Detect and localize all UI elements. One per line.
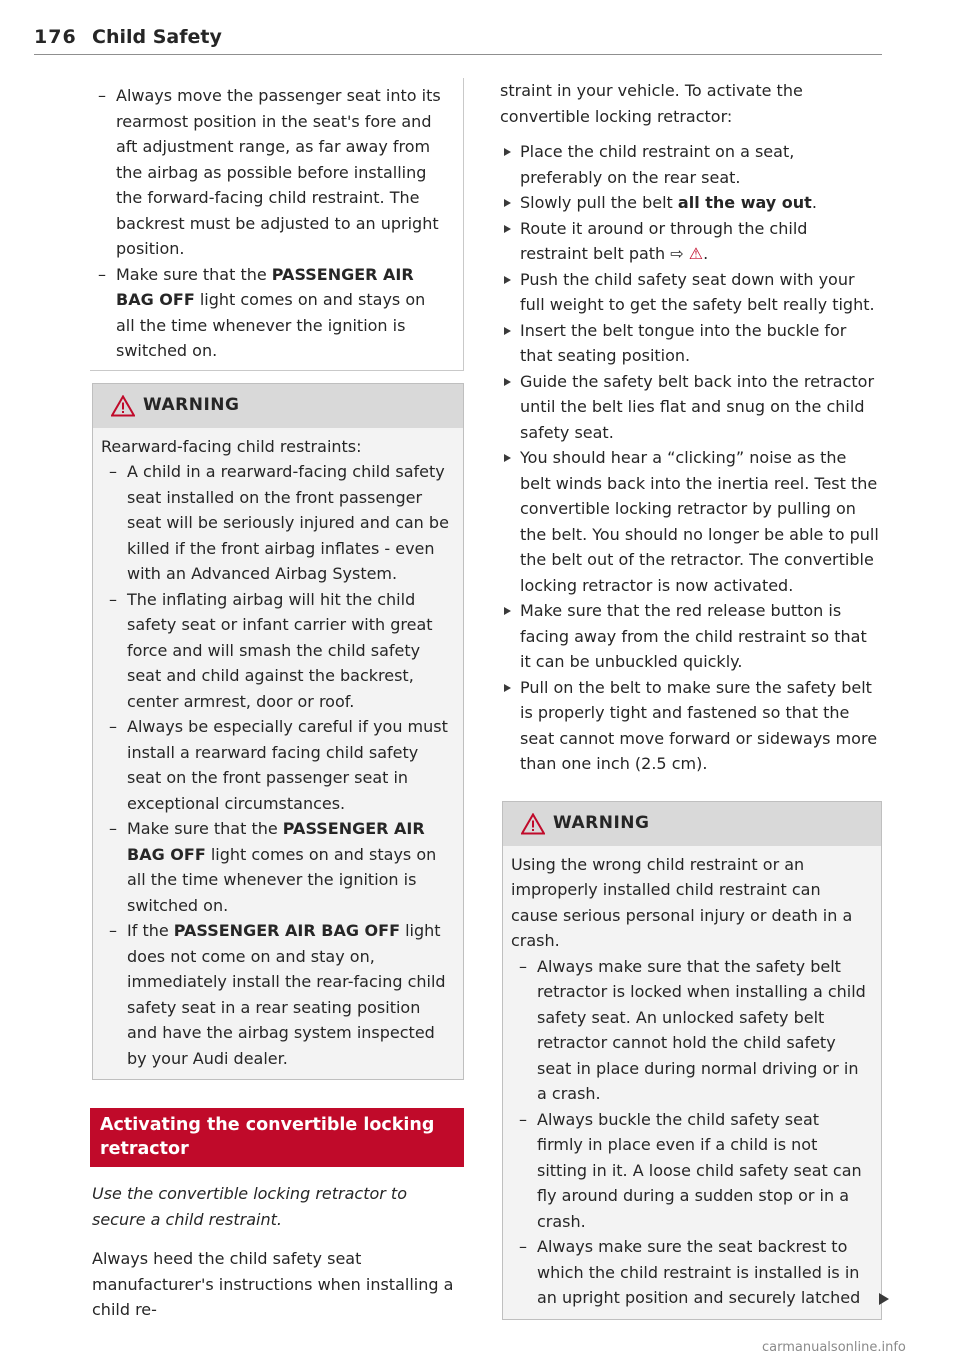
bold-term: PASSENGER AIR BAG OFF: [116, 264, 414, 309]
step-item: Route it around or through the child restraint belt path ⇨ ⚠.: [500, 216, 880, 267]
section-heading: Activating the convertible locking retractor: [90, 1108, 464, 1167]
top-instructions-box: [90, 78, 464, 371]
footer-watermark: carmanualsonline.info: [762, 1340, 906, 1355]
dash-item: – Always buckle the child safety seat firmly in place even if a child is not sitting in it. A loose child safety seat can fly around during a sudden stop or in a crash.: [519, 1109, 862, 1231]
bullet-arrow-icon: [504, 454, 511, 462]
bullet-arrow-icon: [504, 276, 511, 284]
bullet-arrow-icon: [504, 327, 511, 335]
bullet-arrow-icon: [504, 225, 511, 233]
right-column: [500, 78, 880, 1320]
dash-item: – Make sure that the PASSENGER AIR BAG OFF light comes on and stays on all the time whenever the ignition is switched on.: [109, 819, 437, 915]
dash-item: – Always make sure the seat backrest to which the child restraint is installed is in an upright position and securely latched: [519, 1237, 861, 1307]
warning-title: WARNING: [553, 812, 650, 833]
step-item: Push the child safety seat down with your full weight to get the safety belt really tight.: [500, 267, 880, 318]
warning-box: [502, 801, 882, 1320]
bullet-arrow-icon: [504, 148, 511, 156]
step-item: Insert the belt tongue into the buckle for that seating position.: [500, 318, 880, 369]
body-paragraph: Always heed the child safety seat manufacturer's instructions when installing a child re-: [92, 1249, 454, 1319]
continued-paragraph: straint in your vehicle. To activate the convertible locking retractor:: [500, 81, 803, 126]
item-text: Always move the passenger seat into its rearmost position in the seat's fore and aft adjustment range, as far away from the airbag as possible before installing the forward-facing child restraint. The backrest must be adjusted to an upright position.: [116, 86, 441, 258]
step-item: Place the child restraint on a seat, preferably on the rear seat.: [500, 139, 880, 190]
continue-arrow-icon: [879, 1293, 889, 1305]
dash-item: – Always move the passenger seat into its rearmost position in the seat's fore and aft adjustment range, as far away from the airbag as possible before installing the forward-facing child restraint. The backrest must be adjusted to an upright position.: [98, 86, 441, 258]
step-item: Guide the safety belt back into the retractor until the belt lies flat and snug on the child safety seat.: [500, 369, 880, 446]
steps-list: [500, 139, 880, 777]
step-item: Make sure that the red release button is facing away from the child restraint so that it can be unbuckled quickly.: [500, 598, 880, 675]
bullet-arrow-icon: [504, 199, 511, 207]
warning-body: [503, 846, 881, 1319]
warning-intro: Using the wrong child restraint or an improperly installed child restraint can cause serious personal injury or death in a crash.: [511, 854, 853, 950]
warning-ref-icon[interactable]: ⚠: [688, 244, 704, 263]
step-item: Pull on the belt to make sure the safety belt is properly tight and fastened so that the seat cannot move forward or sideways more than one inch (2.5 cm).: [500, 675, 880, 777]
dash-item: – Always be especially careful if you must install a rearward facing child safety seat on the front passenger seat in exceptional circumstances.: [109, 717, 448, 813]
left-column: [92, 78, 464, 1323]
step-item: Slowly pull the belt all the way out.: [500, 190, 880, 216]
page-number: 176: [34, 26, 77, 48]
bullet-arrow-icon: [504, 684, 511, 692]
warning-triangle-icon: [111, 395, 135, 417]
bullet-arrow-icon: [504, 607, 511, 615]
warning-box: [92, 383, 464, 1081]
warning-header: [93, 384, 463, 428]
section-title: Child Safety: [92, 26, 222, 48]
step-item: You should hear a “clicking” noise as the belt winds back into the inertia reel. Test the convertible locking retractor by pulling on the belt. You should no longer be able to pull the belt out of the retractor. The convertible locking retractor is now activated.: [500, 445, 880, 598]
page-header: [34, 24, 882, 55]
section-intro: Use the convertible locking retractor to secure a child restraint.: [92, 1184, 407, 1229]
dash-item: – The inflating airbag will hit the child safety seat or infant carrier with great force and will smash the child safety seat and child against the backrest, center armrest, door or roof.: [109, 589, 433, 711]
dash-item: – Always make sure that the safety belt retractor is locked when installing a child safety seat. An unlocked safety belt retractor cannot hold the child safety seat in place during normal driving or in a crash.: [519, 956, 866, 1103]
warning-triangle-icon: [521, 813, 545, 835]
warning-intro: Rearward-facing child restraints:: [101, 436, 362, 456]
bullet-arrow-icon: [504, 378, 511, 386]
warning-header: [503, 802, 881, 846]
dash-item: – Make sure that the PASSENGER AIR BAG OFF light comes on and stays on all the time whenever the ignition is switched on.: [98, 264, 426, 360]
warning-body: [93, 428, 463, 1080]
warning-title: WARNING: [143, 394, 240, 415]
dash-item: – A child in a rearward-facing child safety seat installed on the front passenger seat will be seriously injured and can be killed if the front airbag inflates - even with an Advanced Airbag System.: [109, 462, 449, 583]
dash-item: – If the PASSENGER AIR BAG OFF light does not come on and stay on, immediately install the rear-facing child safety seat in a rear seating position and have the airbag system inspected by your Audi dealer.: [109, 921, 446, 1068]
